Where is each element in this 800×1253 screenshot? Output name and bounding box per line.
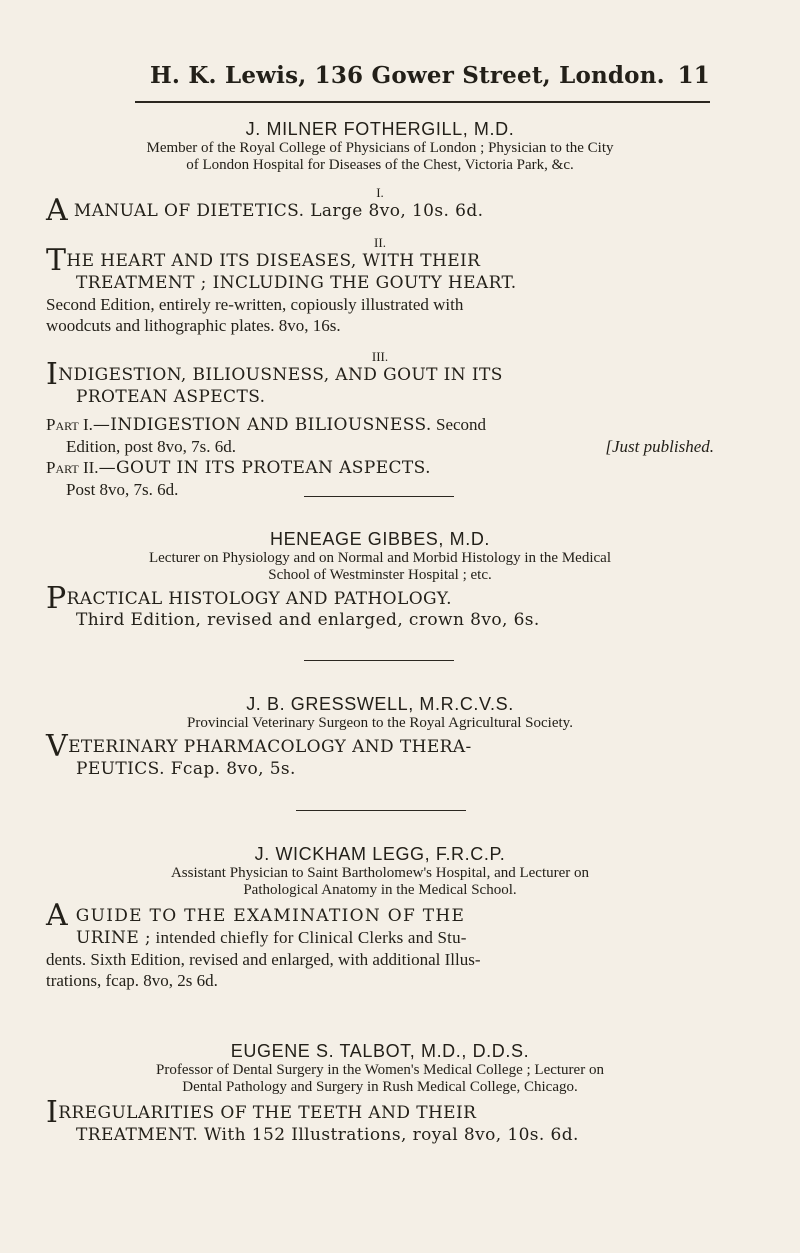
author-name: EUGENE S. TALBOT, M.D., D.D.S. [230,1041,530,1061]
part-edition: Second [435,415,487,434]
work-title [46,581,714,631]
title-continuation: URINE ; [76,928,152,948]
work-details: With 152 Illustrations, royal 8vo, 10s. 6d. [203,1125,579,1145]
title-text: HE HEART AND ITS DISEASES, WITH THEIR [66,251,481,271]
title-text: GUIDE TO THE EXAMINATION OF THE [75,906,466,926]
part-details: Post 8vo, 7s. 6d. [66,480,179,499]
affiliation-line: Professor of Dental Surgery in the Women's Medical College ; Lecturer on [156,1062,604,1078]
title-continuation: TREATMENT ; INCLUDING THE GOUTY HEART. [76,273,517,293]
work-details: Second Edition, entirely re-written, copiously illustrated with [46,295,464,314]
part-line [46,414,714,436]
affiliation-line: Assistant Physician to Saint Bartholomew's Hospital, and Lecturer on [170,865,590,881]
entry-legg [46,843,714,991]
section-divider [304,660,454,661]
title-continuation: Third Edition, revised and enlarged, crown 8vo, 6s. [76,610,540,630]
work-details: Fcap. 8vo, 5s. [170,759,296,779]
publication-note: [Just published. [605,437,714,456]
title-text: RREGULARITIES OF THE TEETH AND THEIR [58,1103,477,1123]
part-title: —INDIGESTION AND BILIOUSNESS. [92,415,432,435]
drop-cap: A [46,193,69,228]
part-line [46,457,714,479]
affiliation-line: Pathological Anatomy in the Medical School. [243,882,517,898]
affiliation-line: Member of the Royal College of Physicians of London ; Physician to the City [146,140,614,156]
work-details: trations, fcap. 8vo, 2s 6d. [46,971,218,990]
part-label: Part I. [46,415,93,434]
work-details: Large 8vo, 10s. 6d. [310,201,484,221]
title-continuation-text: TREATMENT. [76,1125,199,1145]
drop-cap: I [46,357,59,392]
work-title [46,729,714,780]
work-numeral: I. [376,185,384,200]
part-details-text: Edition, post 8vo, 7s. 6d. [66,437,237,456]
drop-cap: I [46,1095,59,1130]
work-details: woodcuts and lithographic plates. 8vo, 16s. [46,316,341,335]
section-divider [304,496,454,497]
work-title [46,1095,714,1146]
imprint: H. K. Lewis, 136 Gower Street, London. [150,62,665,89]
affiliation-line: of London Hospital for Diseases of the Chest, Victoria Park, &c. [186,157,574,173]
author-name: J. B. GRESSWELL, M.R.C.V.S. [246,694,514,714]
title-continuation: PROTEAN ASPECTS. [76,387,266,407]
drop-cap: P [46,581,67,616]
section-divider [296,810,466,811]
drop-cap: V [46,729,69,764]
work-numeral: III. [371,349,389,364]
title-text: NDIGESTION, BILIOUSNESS, AND GOUT IN ITS [58,365,503,385]
author-name: J. MILNER FOTHERGILL, M.D. [245,119,515,139]
part-details [46,436,714,457]
work-title-continued [46,927,714,949]
title-text: RACTICAL HISTOLOGY AND PATHOLOGY. [66,589,452,609]
affiliation-line: Dental Pathology and Surgery in Rush Medical College, Chicago. [182,1079,578,1095]
header-rule [135,101,710,103]
drop-cap: A [46,898,69,933]
work-numeral: II. [374,235,386,250]
work-title [46,243,714,294]
affiliation-line: School of Westminster Hospital ; etc. [268,567,492,583]
running-head [150,62,710,89]
work-title [46,193,714,228]
affiliation-line: Provincial Veterinary Surgeon to the Royal Agricultural Society. [187,715,573,731]
title-text: ETERINARY PHARMACOLOGY AND THERA- [68,737,472,757]
affiliation-line: Lecturer on Physiology and on Normal and Morbid Histology in the Medical [148,550,611,566]
title-continuation [46,758,714,780]
author-name: J. WICKHAM LEGG, F.R.C.P. [254,844,506,864]
entry-fothergill [46,118,714,500]
work-title [46,898,714,933]
work-details: intended chiefly for Clinical Clerks and Stu- [155,928,467,947]
entry-talbot [46,1040,714,1146]
work-details: dents. Sixth Edition, revised and enlarged, with additional Illus- [46,950,481,969]
drop-cap: T [46,243,67,278]
part-label: Part II. [46,458,99,477]
entry-gibbes [46,528,714,631]
part-title: —GOUT IN ITS PROTEAN ASPECTS. [98,458,431,478]
author-name: HENEAGE GIBBES, M.D. [269,529,491,549]
page-number: 11 [677,62,710,89]
title-continuation-text: PEUTICS. [76,759,165,779]
title-text: MANUAL OF DIETETICS. [73,201,305,221]
entry-gresswell [46,693,714,780]
title-continuation [46,1124,714,1146]
work-title [46,357,714,408]
